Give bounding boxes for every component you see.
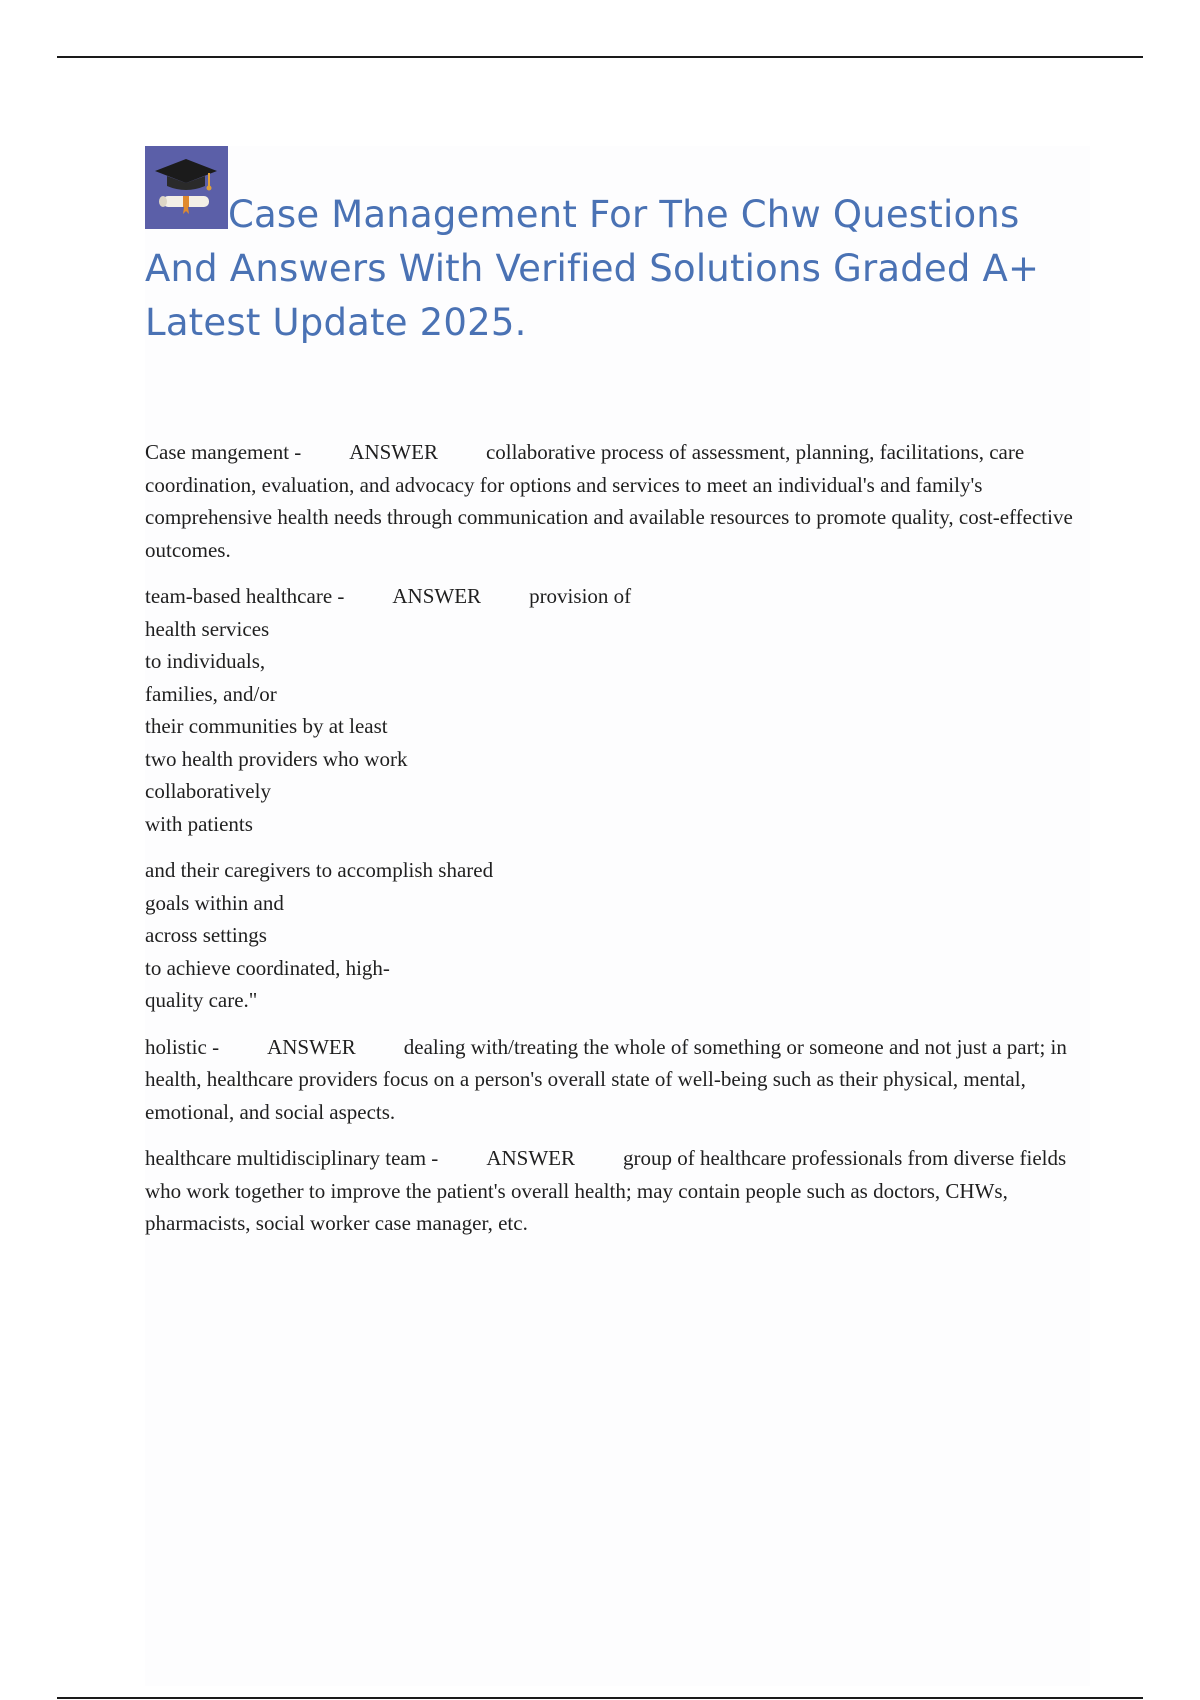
qa-answer-label: ANSWER — [267, 1034, 356, 1059]
qa-entry-multidisciplinary-team — [145, 1142, 1090, 1240]
qa-definition: group of healthcare professionals from diverse fields who work together to improve the patient's overall health; may contain people such as doctors, CHWs, pharmacists, social worker case manager, etc. — [145, 1146, 1067, 1235]
qa-definition: collaborative process of assessment, planning, facilitations, care coordination, evaluation, and advocacy for options and services to meet an individual's and family's comprehensive health needs through communication and available resources to promote quality, cost-effective outcomes. — [145, 440, 1073, 562]
qa-definition-line: to achieve coordinated, high- — [145, 955, 390, 980]
qa-definition-line: and their caregivers to accomplish shared — [145, 858, 494, 882]
qa-term: Case mangement - — [145, 440, 302, 464]
graduation-cap-diploma-icon — [145, 146, 228, 229]
qa-definition: provision of — [529, 584, 632, 608]
qa-entry-text — [145, 436, 1090, 566]
bottom-rule — [57, 1697, 1143, 1699]
qa-definition-line: families, and/or — [145, 681, 277, 706]
qa-list — [145, 436, 1090, 1254]
qa-answer-label: ANSWER — [392, 584, 482, 608]
qa-entry-case-management — [145, 436, 1090, 566]
qa-definition: dealing with/treating the whole of something or someone and not just a part; in health, healthcare providers focus on a person's overall state of well-being such as their physical, mental, emotional, and social aspects. — [145, 1034, 1067, 1124]
qa-entry-team-based-healthcare — [145, 580, 1090, 1017]
qa-definition-line: to individuals, — [145, 649, 266, 673]
document-title — [145, 146, 1090, 350]
qa-entry-holistic — [145, 1031, 1090, 1129]
qa-definition-line: quality care." — [145, 988, 258, 1012]
qa-term: holistic - — [145, 1034, 220, 1059]
qa-definition-line: goals within and — [145, 890, 284, 915]
qa-entry-text — [145, 580, 1090, 613]
qa-answer-label: ANSWER — [349, 440, 438, 464]
qa-term: team-based healthcare - — [145, 584, 345, 608]
qa-entry-text — [145, 1031, 1090, 1129]
qa-answer-label: ANSWER — [486, 1146, 575, 1170]
qa-entry-text — [145, 1142, 1090, 1240]
qa-definition-line: with patients — [145, 811, 253, 836]
document-title-text: Case Management For The Chw Questions And Answers With Verified Solutions Graded A+ Latest Update 2025. — [145, 193, 1040, 344]
qa-definition-line: their communities by at least — [145, 714, 388, 738]
qa-term: healthcare multidisciplinary team - — [145, 1146, 439, 1170]
document-page — [145, 146, 1090, 1686]
top-rule — [57, 56, 1143, 58]
qa-definition-line: health services — [145, 616, 270, 641]
qa-definition-line: two health providers who work — [145, 746, 408, 771]
qa-definition-line: across settings — [145, 923, 267, 947]
qa-definition-line: collaboratively — [145, 779, 271, 803]
